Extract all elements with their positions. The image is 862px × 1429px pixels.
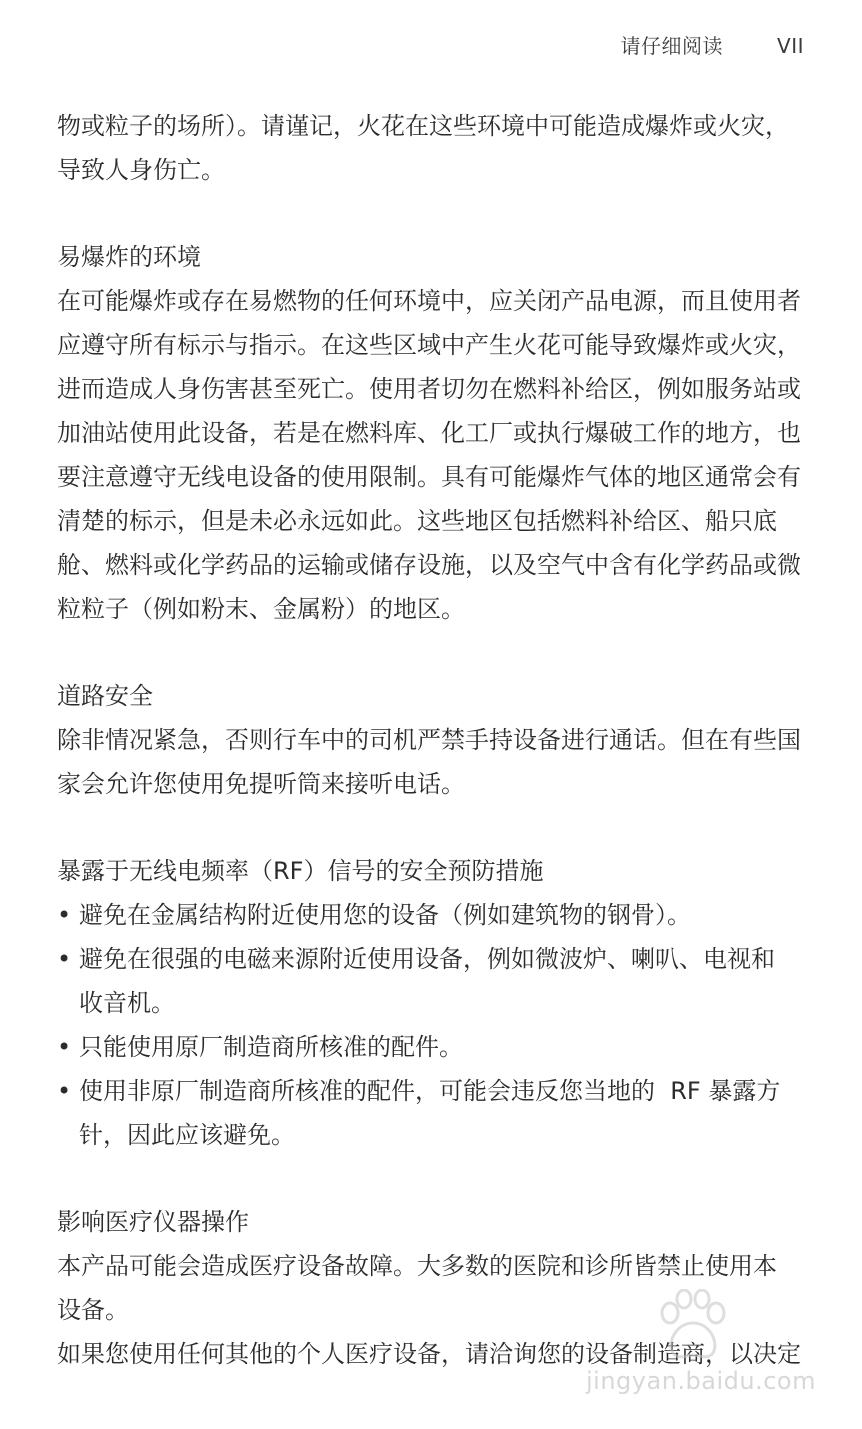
text-line: 舱、燃料或化学药品的运输或储存设施，以及空气中含有化学药品或微 [57,551,801,579]
section-body-explosive-environment [57,279,807,631]
text-line: 要注意遵守无线电设备的使用限制。具有可能爆炸气体的地区通常会有 [57,463,801,491]
list-item [57,937,807,1025]
section-title-rf-exposure: 暴露于无线电频率（RF）信号的安全预防措施 [57,857,544,885]
text-line: • 避免在很强的电磁来源附近使用设备，例如微波炉、喇叭、电视和 [79,945,775,973]
document-body [57,104,807,1376]
text-line: 物或粒子的场所）。请谨记，火花在这些环境中可能造成爆炸或火灾， [57,112,789,140]
text-line: 收音机。 [79,989,175,1017]
list-item [57,893,807,937]
text-line: 加油站使用此设备，若是在燃料库、化工厂或执行爆破工作的地方，也 [57,419,801,447]
intro-paragraph [57,104,807,192]
text-line: 除非情况紧急，否则行车中的司机严禁手持设备进行通话。但在有些国 [57,726,801,754]
text-line: 应遵守所有标示与指示。在这些区域中产生火花可能导致爆炸或火灾， [57,331,801,359]
page-number: VII [777,34,804,58]
text-line: 粒粒子（例如粉末、金属粉）的地区。 [57,595,465,623]
text-line: 设备。 [57,1296,129,1324]
text-line: • 只能使用原厂制造商所核准的配件。 [79,1033,463,1061]
text-line: 在可能爆炸或存在易燃物的任何环境中，应关闭产品电源，而且使用者 [57,287,801,315]
list-item [57,1069,807,1157]
header-title: 请仔细阅读 [620,34,724,58]
text-line: 进而造成人身伤害甚至死亡。使用者切勿在燃料补给区，例如服务站或 [57,375,801,403]
section-title-explosive-environment: 易爆炸的环境 [57,243,201,271]
text-line: 导致人身伤亡。 [57,156,225,184]
text-line: 针，因此应该避免。 [79,1121,295,1149]
section-title-road-safety: 道路安全 [57,682,153,710]
text-line: 本产品可能会造成医疗设备故障。大多数的医院和诊所皆禁止使用本 [57,1252,777,1280]
text-line: • 避免在金属结构附近使用您的设备（例如建筑物的钢骨）。 [79,901,691,929]
section-body-road-safety [57,718,807,806]
watermark-text: jingyan.baidu.com [586,1367,816,1395]
text-line: • 使用非原厂制造商所核准的配件，可能会违反您当地的 RF 暴露方 [79,1077,781,1105]
rf-precautions-list [57,893,807,1157]
section-title-medical-devices: 影响医疗仪器操作 [57,1208,249,1236]
text-line: 家会允许您使用免提听筒来接听电话。 [57,770,465,798]
list-item [57,1025,807,1069]
paw-logo-icon [652,1289,732,1365]
text-line: 如果您使用任何其他的个人医疗设备，请洽询您的设备制造商，以决定 [57,1340,801,1368]
baidu-watermark [586,1289,816,1399]
text-line: 清楚的标示，但是未必永远如此。这些地区包括燃料补给区、船只底 [57,507,777,535]
page-header [621,30,804,59]
